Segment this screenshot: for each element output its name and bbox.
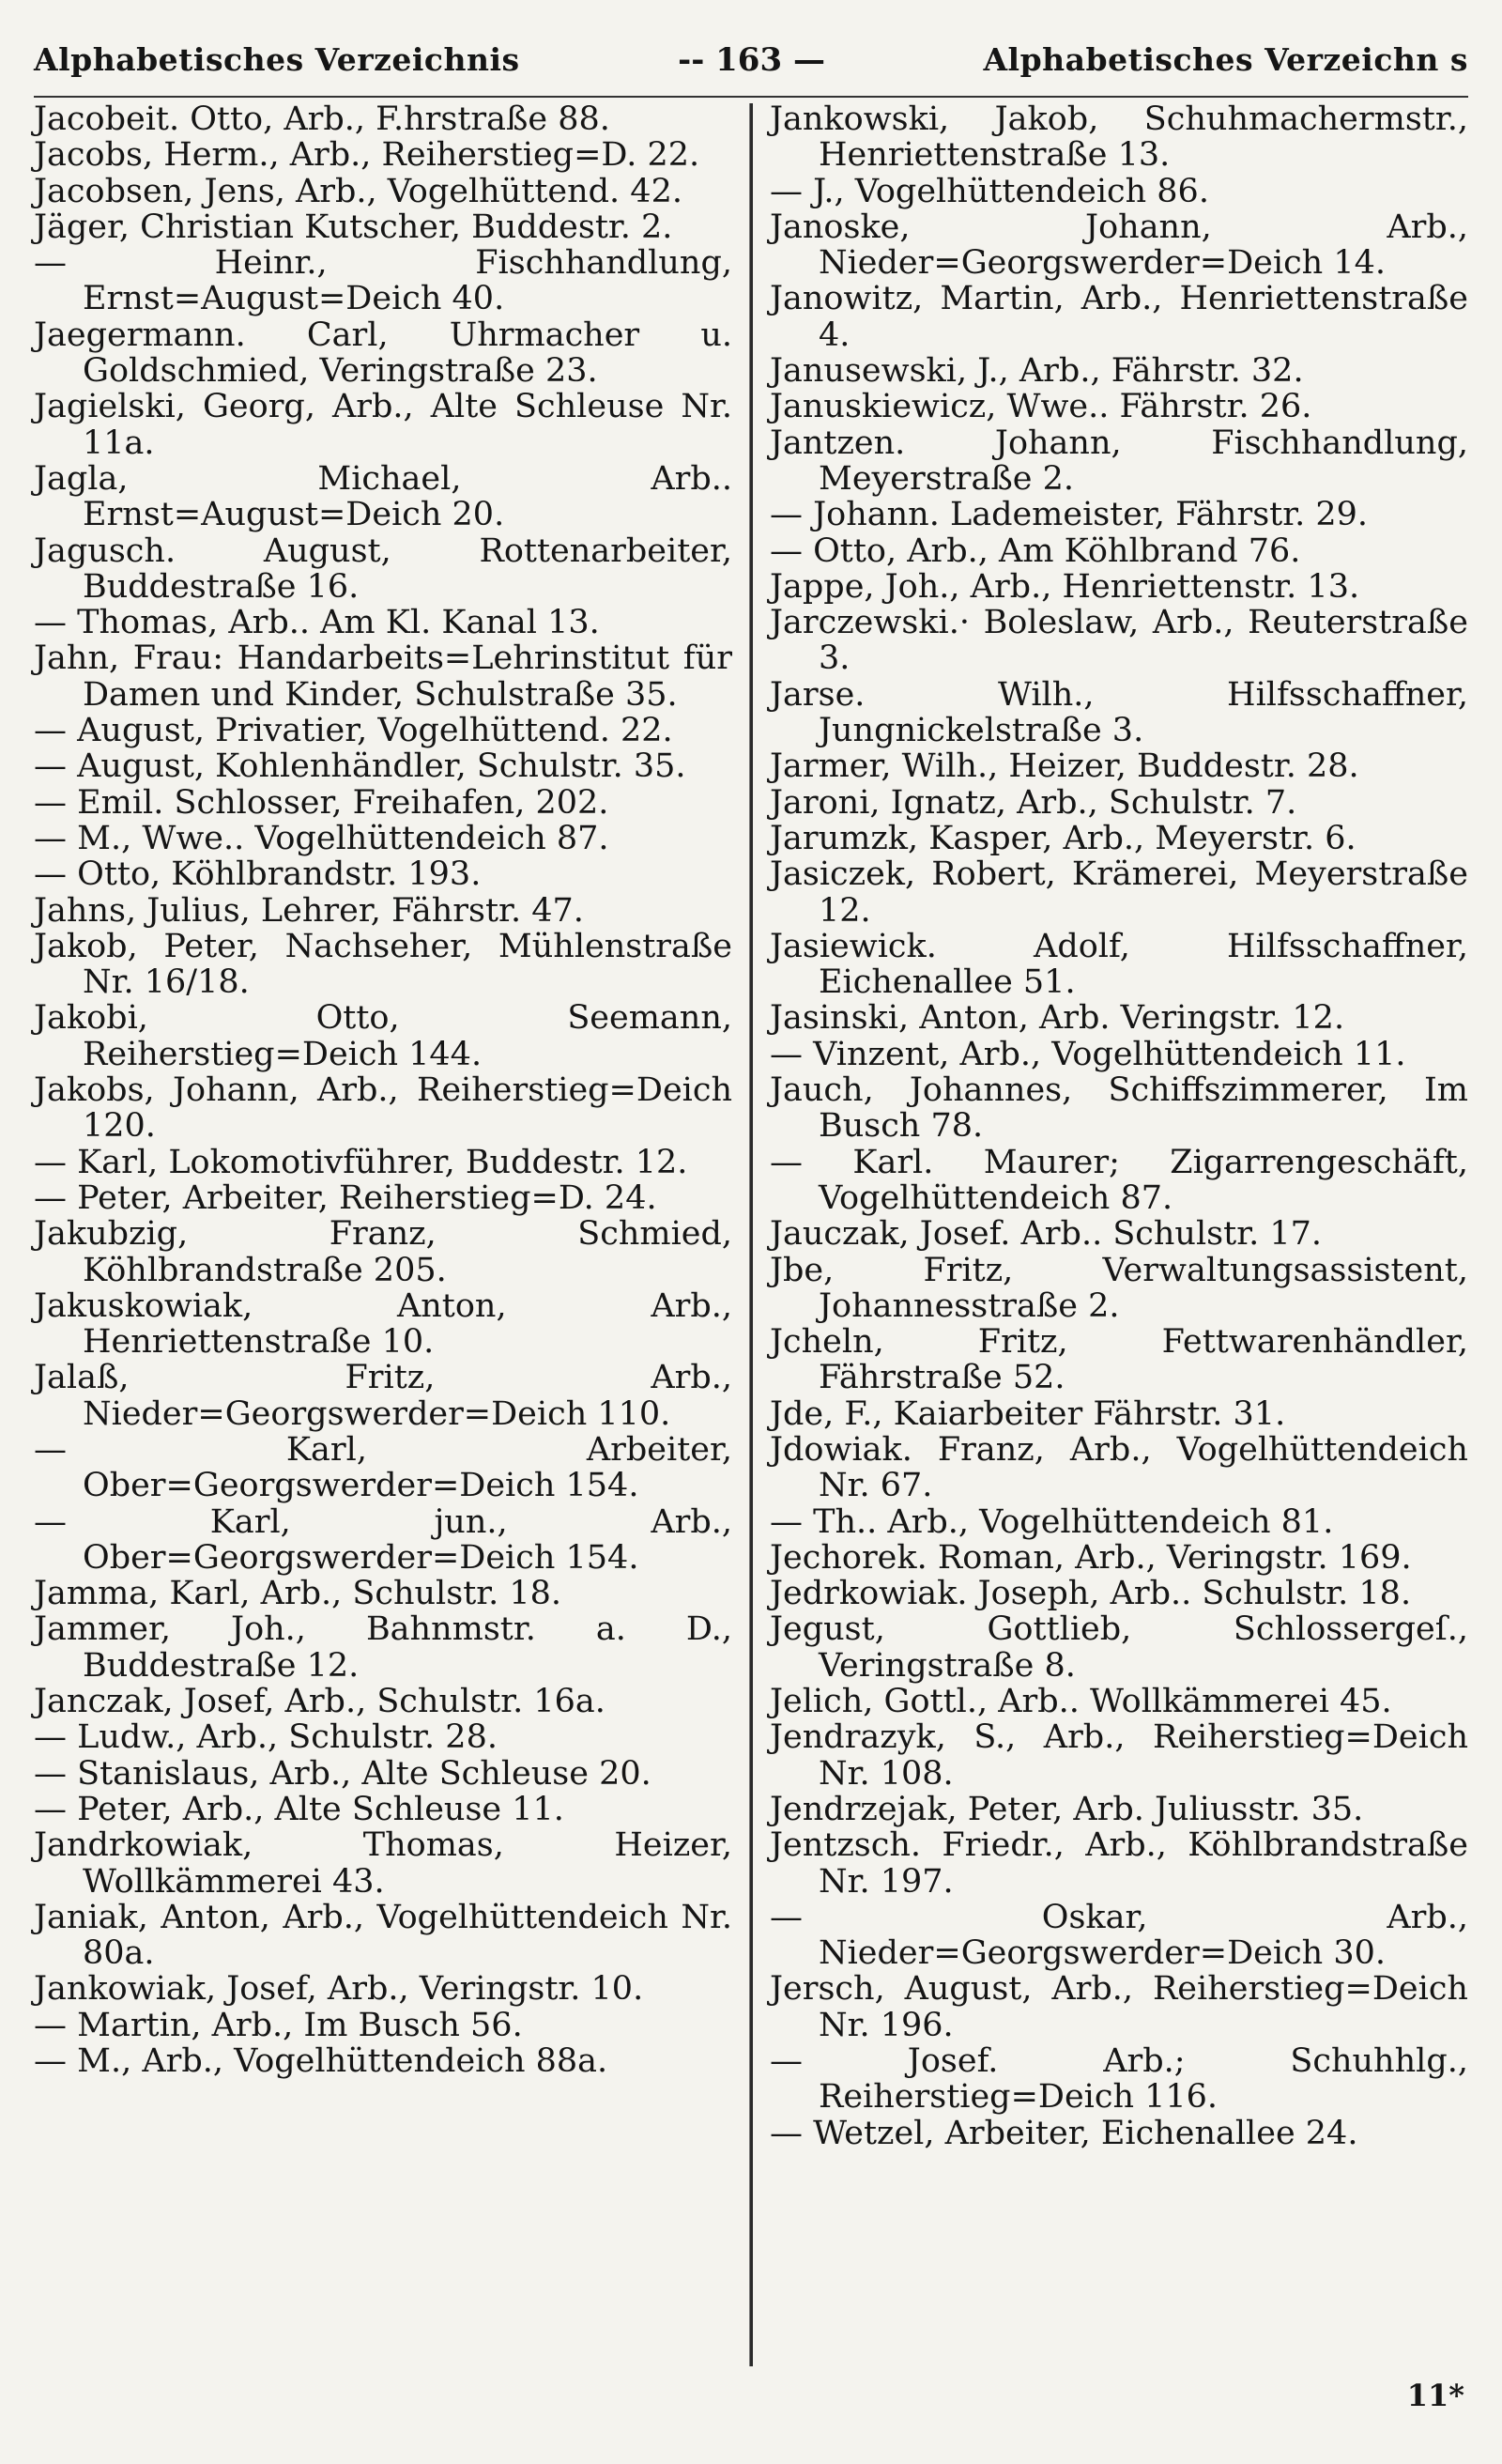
directory-entry: Jagielski, Georg, Arb., Alte Schleuse Nr. 11a.	[34, 388, 732, 462]
directory-entry: — Heinr., Fischhandlung, Ernst=August=Deich 40.	[34, 244, 732, 318]
directory-entry: — J., Vogelhüttendeich 86.	[769, 172, 1209, 210]
directory-entry: Jde, F., Kaiarbeiter Fährstr. 31.	[769, 1394, 1286, 1433]
directory-entry: Jakobs, Johann, Arb., Reiherstieg=Deich 120.	[34, 1071, 732, 1146]
directory-entry: Jechorek. Roman, Arb., Veringstr. 169.	[769, 1538, 1412, 1577]
directory-entry: Jankowski, Jakob, Schuhmachermstr., Henriettenstraße 13.	[769, 100, 1468, 175]
signature-mark: 11*	[1406, 2378, 1464, 2413]
page-number: -- 163 —	[678, 41, 825, 79]
two-column-layout	[34, 101, 1468, 2366]
directory-entry: Jakubzig, Franz, Schmied, Köhlbrandstraße 205.	[34, 1215, 732, 1289]
directory-entry: — Vinzent, Arb., Vogelhüttendeich 11.	[769, 1035, 1406, 1073]
directory-entry: — Josef. Arb.; Schuhhlg., Reiherstieg=Deich 116.	[769, 2042, 1468, 2117]
directory-entry: Jarmer, Wilh., Heizer, Buddestr. 28.	[769, 747, 1359, 786]
directory-entry: — Stanislaus, Arb., Alte Schleuse 20.	[34, 1754, 651, 1793]
directory-entry: Jauczak, Josef. Arb.. Schulstr. 17.	[769, 1215, 1322, 1254]
directory-entry: Janowitz, Martin, Arb., Henriettenstraße 4.	[769, 280, 1468, 354]
directory-entry: — August, Privatier, Vogelhüttend. 22.	[34, 712, 673, 750]
directory-entry: — Karl, Lokomotivführer, Buddestr. 12.	[34, 1143, 688, 1181]
directory-entry: Jarczewski.· Boleslaw, Arb., Reuterstraße 3.	[769, 604, 1468, 678]
directory-entry: Janusewski, J., Arb., Fährstr. 32.	[769, 352, 1304, 391]
directory-entry: Jandrkowiak, Thomas, Heizer, Wollkämmerei 43.	[34, 1826, 732, 1901]
directory-entry: Jacobs, Herm., Arb., Reiherstieg=D. 22.	[34, 136, 700, 175]
directory-entry: Janiak, Anton, Arb., Vogelhüttendeich Nr. 80a.	[34, 1898, 732, 1973]
directory-entry: Jantzen. Johann, Fischhandlung, Meyerstraße 2.	[769, 424, 1468, 498]
header-left-title: Alphabetisches Verzeichnis	[34, 41, 520, 78]
directory-entry: Jarse. Wilh., Hilfsschaffner, Jungnickelstraße 3.	[769, 675, 1468, 750]
directory-entry: Jappe, Joh., Arb., Henriettenstr. 13.	[769, 567, 1360, 606]
directory-entry: Jacobeit. Otto, Arb., F.hrstraße 88.	[34, 100, 610, 138]
directory-entry: Jegust, Gottlieb, Schlossergeſ., Veringstraße 8.	[769, 1610, 1468, 1685]
directory-entry: Jacobsen, Jens, Arb., Vogelhüttend. 42.	[34, 172, 682, 210]
directory-entry: Jahns, Julius, Lehrer, Fährstr. 47.	[34, 891, 584, 930]
directory-entry: Jaegermann. Carl, Uhrmacher u. Goldschmied, Veringstraße 23.	[34, 316, 732, 391]
directory-entry: Jasiczek, Robert, Krämerei, Meyerstraße 12.	[769, 855, 1468, 930]
directory-entry: — Emil. Schlosser, Freihafen, 202.	[34, 783, 609, 822]
directory-entry: Jdowiak. Franz, Arb., Vogelhüttendeich Nr. 67.	[769, 1430, 1468, 1505]
directory-entry: Jedrkowiak. Joseph, Arb.. Schulstr. 18.	[769, 1575, 1412, 1613]
directory-entry: — Peter, Arb., Alte Schleuse 11.	[34, 1790, 564, 1828]
header-right-title: Alphabetisches Verzeichn s	[983, 41, 1468, 78]
directory-entry: — Otto, Köhlbrandstr. 193.	[34, 855, 482, 894]
directory-entry: Jamma, Karl, Arb., Schulstr. 18.	[34, 1575, 562, 1613]
directory-entry: — Karl. Maurer; Zigarrengeschäft, Vogelhüttendeich 87.	[769, 1143, 1468, 1217]
directory-entry: Janoske, Johann, Arb., Nieder=Georgswerder=Deich 14.	[769, 208, 1468, 283]
directory-entry: Jcheln, Fritz, Fettwarenhändler, Fährstraße 52.	[769, 1323, 1468, 1397]
directory-entry: Januskiewicz, Wwe.. Fährstr. 26.	[769, 388, 1312, 426]
directory-entry: — Otto, Arb., Am Köhlbrand 76.	[769, 531, 1301, 570]
directory-entry: — Wetzel, Arbeiter, Eichenallee 24.	[769, 2114, 1358, 2152]
directory-entry: — M., Wwe.. Vogelhüttendeich 87.	[34, 819, 609, 857]
directory-entry: Jendrazyk, S., Arb., Reiherstieg=Deich Nr. 108.	[769, 1718, 1468, 1793]
directory-entry: Jaroni, Ignatz, Arb., Schulstr. 7.	[769, 783, 1297, 822]
left-column	[34, 101, 749, 2366]
directory-entry: — Thomas, Arb.. Am Kl. Kanal 13.	[34, 604, 600, 642]
directory-entry: Jbe, Fritz, Verwaltungsassistent, Johannesstraße 2.	[769, 1251, 1468, 1325]
directory-entry: Jakobi, Otto, Seemann, Reiherstieg=Deich 144.	[34, 999, 732, 1073]
directory-entry: Jelich, Gottl., Arb.. Wollkämmerei 45.	[769, 1683, 1392, 1721]
directory-entry: — Oskar, Arb., Nieder=Georgswerder=Deich 30.	[769, 1898, 1468, 1973]
directory-entry: Jarumzk, Kasper, Arb., Meyerstr. 6.	[769, 819, 1356, 857]
directory-entry: Jammer, Joh., Bahnmstr. a. D., Buddestraße 12.	[34, 1610, 732, 1685]
right-column	[753, 101, 1468, 2366]
directory-entry: — August, Kohlenhändler, Schulstr. 35.	[34, 747, 686, 786]
directory-entry: Jasiewick. Adolf, Hilfsschaffner, Eichenallee 51.	[769, 927, 1468, 1002]
directory-entry: Jankowiak, Josef, Arb., Veringstr. 10.	[34, 1970, 644, 2009]
directory-entry: — M., Arb., Vogelhüttendeich 88a.	[34, 2042, 608, 2081]
directory-entry: — Martin, Arb., Im Busch 56.	[34, 2006, 523, 2044]
directory-entry: — Karl, jun., Arb., Ober=Georgswerder=Deich 154.	[34, 1502, 732, 1577]
directory-entry: — Th.. Arb., Vogelhüttendeich 81.	[769, 1502, 1334, 1541]
directory-entry: Jakuskowiak, Anton, Arb., Henriettenstraße 10.	[34, 1286, 732, 1362]
directory-entry: Jersch, August, Arb., Reiherstieg=Deich Nr. 196.	[769, 1970, 1468, 2044]
directory-entry: Jahn, Frau: Handarbeits=Lehrinstitut für Damen und Kinder, Schulstraße 35.	[34, 639, 732, 714]
directory-entry: Janczak, Josef, Arb., Schulstr. 16a.	[34, 1683, 605, 1721]
directory-entry: Jauch, Johannes, Schiffszimmerer, Im Busch 78.	[769, 1071, 1468, 1146]
directory-entry: Jäger, Christian Kutscher, Buddestr. 2.	[34, 208, 673, 246]
directory-entry: — Karl, Arbeiter, Ober=Georgswerder=Deich 154.	[34, 1430, 732, 1505]
directory-entry: — Johann. Lademeister, Fährstr. 29.	[769, 496, 1369, 534]
directory-entry: Jentzsch. Friedr., Arb., Köhlbrandstraße Nr. 197.	[769, 1826, 1468, 1901]
directory-entry: Jasinski, Anton, Arb. Veringstr. 12.	[769, 999, 1345, 1038]
directory-entry: — Ludw., Arb., Schulstr. 28.	[34, 1718, 498, 1757]
directory-entry: Jagusch. August, Rottenarbeiter, Buddestraße 16.	[34, 531, 732, 606]
directory-entry: Jalaß, Fritz, Arb., Nieder=Georgswerder=Deich 110.	[34, 1359, 732, 1433]
directory-entry: Jagla, Michael, Arb.. Ernst=August=Deich 20.	[34, 459, 732, 534]
directory-entry: Jakob, Peter, Nachseher, Mühlenstraße Nr. 16/18.	[34, 927, 732, 1002]
directory-entry: Jendrzejak, Peter, Arb. Juliusstr. 35.	[769, 1790, 1364, 1828]
running-header	[34, 41, 1468, 98]
directory-entry: — Peter, Arbeiter, Reiherstieg=D. 24.	[34, 1178, 657, 1217]
